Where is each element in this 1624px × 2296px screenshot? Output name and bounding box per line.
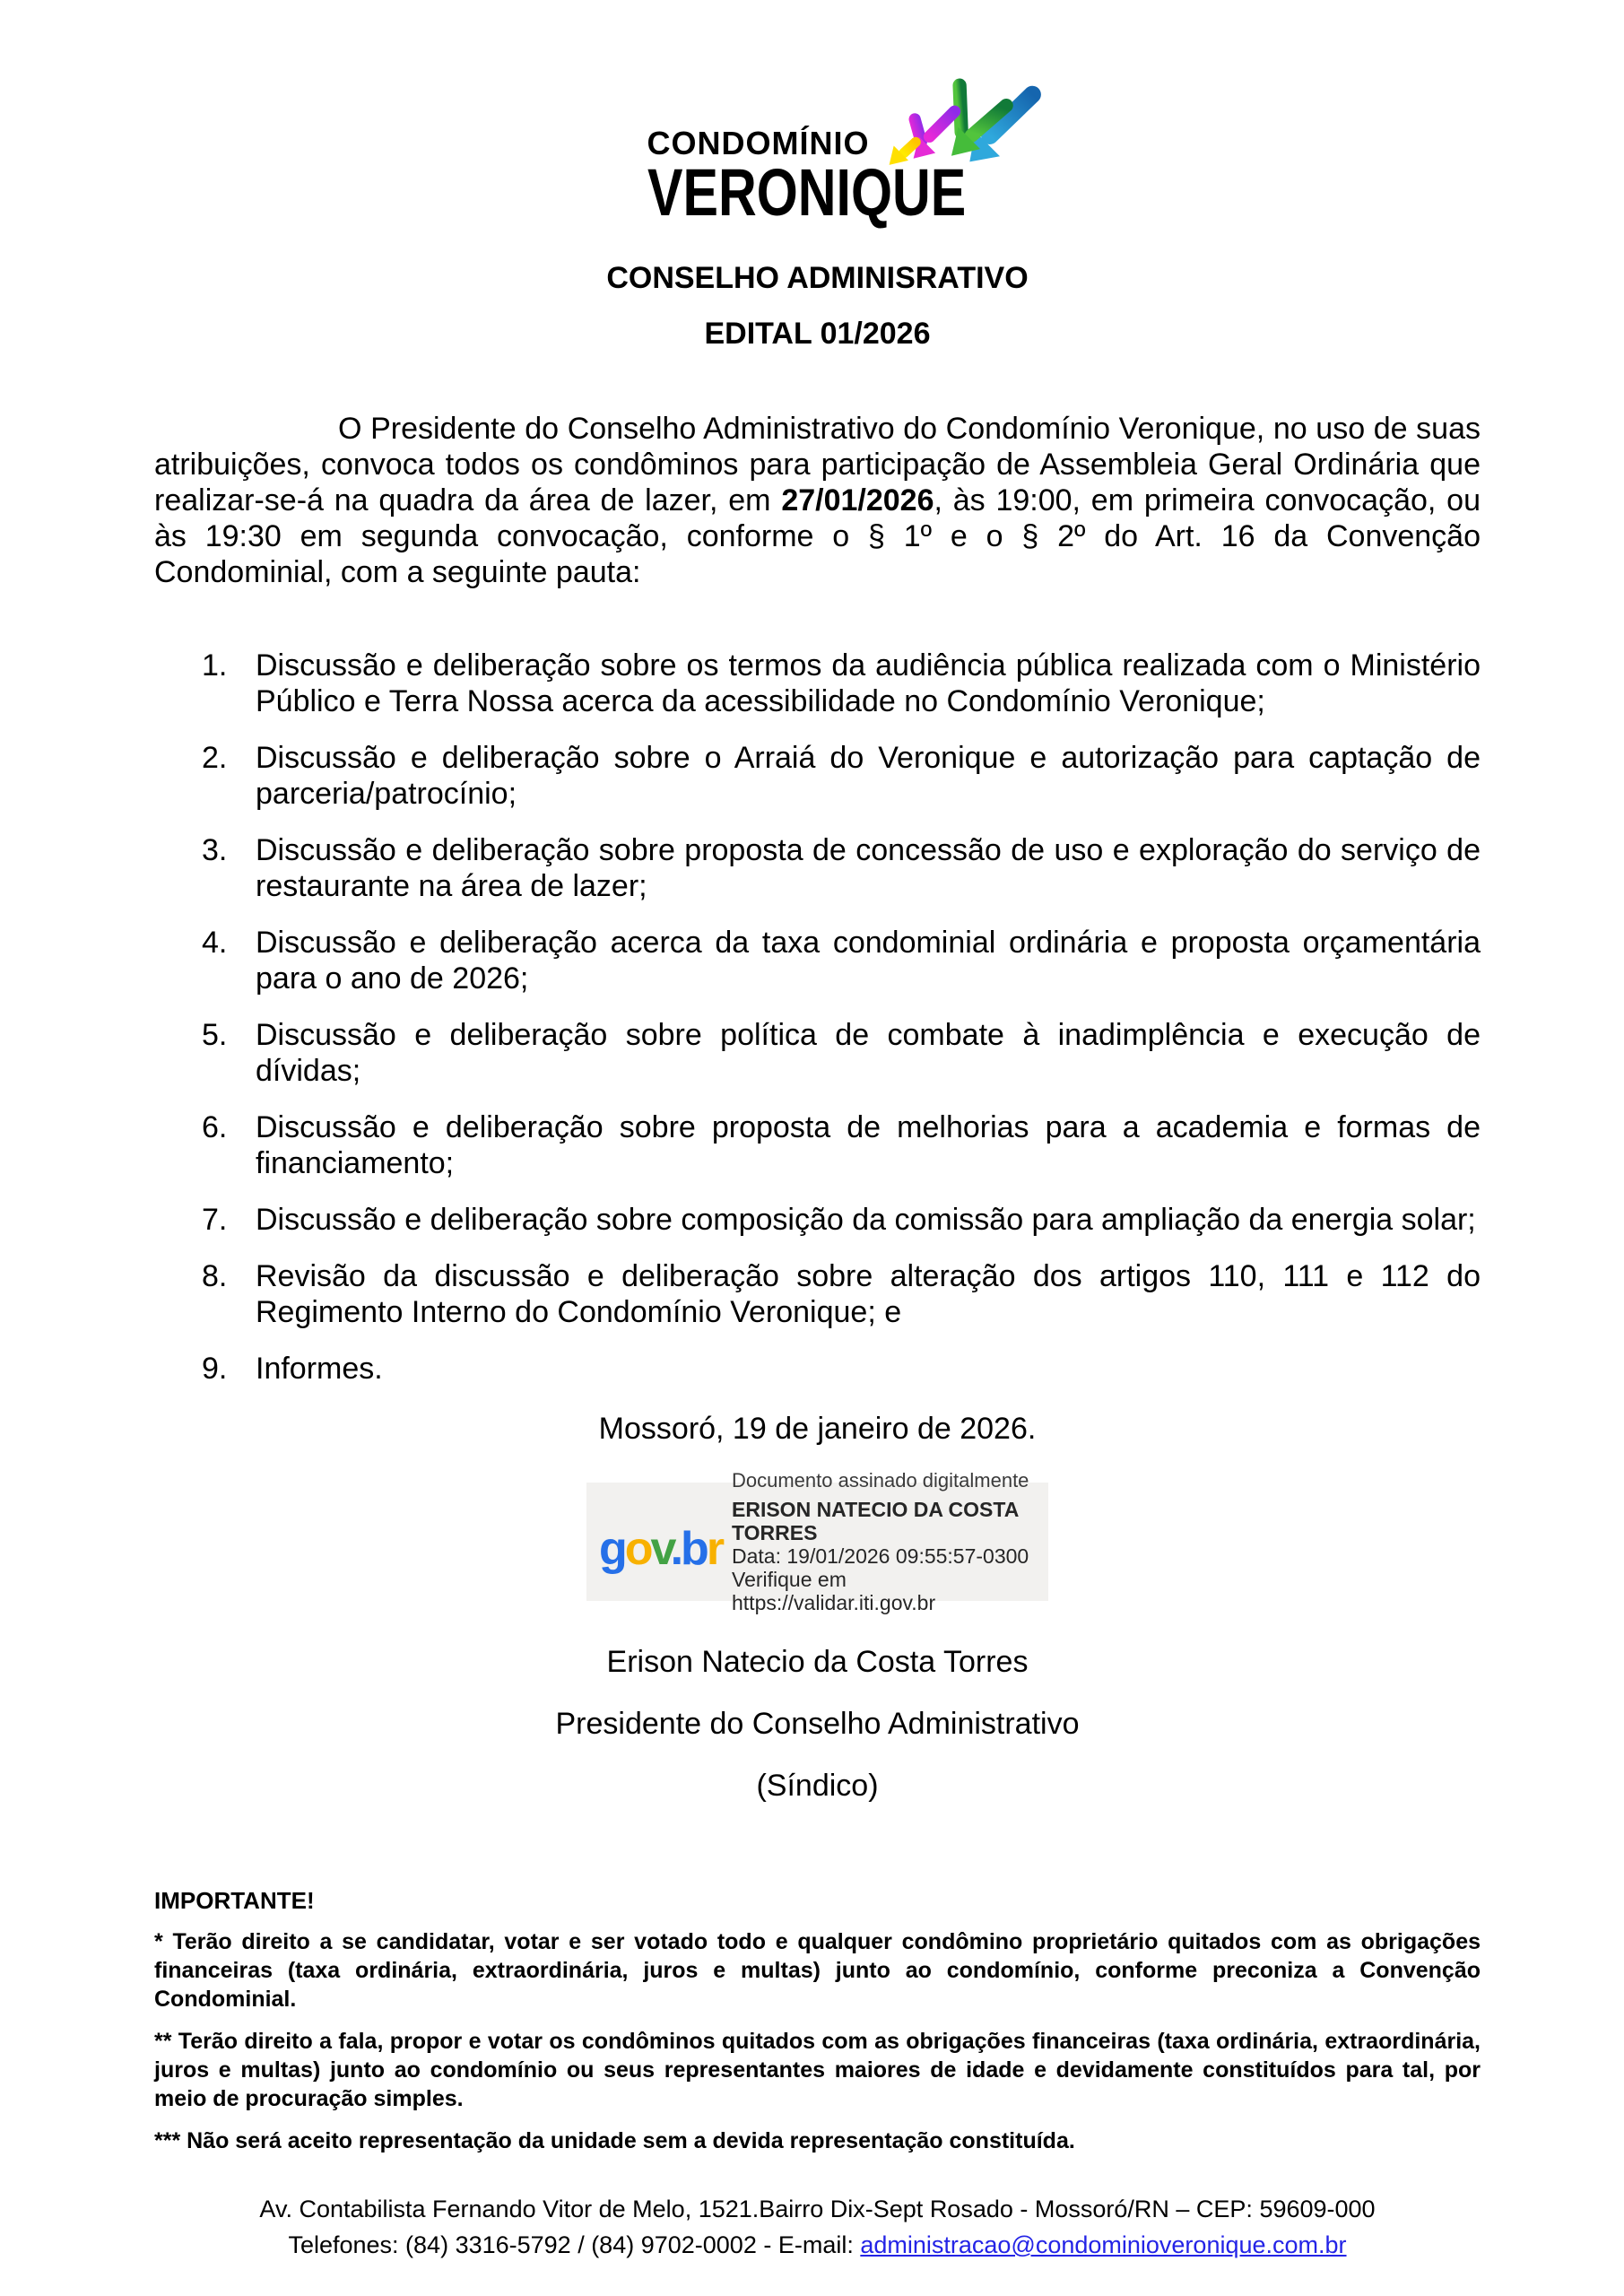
agenda-item-2	[154, 740, 1481, 812]
note-2: ** Terão direito a fala, propor e votar os condôminos quitados com as obrigações financeiras (taxa ordinária, extraordinária, juros e multas) junto ao condomínio ou seus representantes maiores de idade e devidamente constituídos para tal, por meio de procuração simples.	[154, 2029, 1481, 2111]
council-heading: CONSELHO ADMINISRATIVO	[606, 261, 1029, 295]
signer-block	[154, 1644, 1481, 1804]
agenda-item-text: Discussão e deliberação sobre composição da comissão para ampliação da energia solar;	[256, 1203, 1476, 1237]
intro-bold-date: 27/01/2026	[781, 483, 934, 517]
govbr-letter: .	[670, 1523, 682, 1575]
email-link[interactable]: administracao@condominioveronique.com.br	[860, 2231, 1347, 2258]
govbr-letter: b	[681, 1523, 707, 1575]
stamp-signed-digitally-label: Documento assinado digitalmente	[732, 1469, 1029, 1492]
notes-heading: IMPORTANTE!	[154, 1887, 315, 1914]
govbr-letter: v	[650, 1523, 671, 1575]
date-line: Mossoró, 19 de janeiro de 2026.	[598, 1412, 1037, 1446]
footer	[154, 2191, 1481, 2263]
intro-tail: , às 19:00, em primeira convocação, ou às 19:30 em segunda convocação, conforme o § 1º e o § 2º do Art. 16 da Convenção Condominial, com a seguinte pauta:	[154, 483, 1481, 589]
agenda-item-4	[154, 925, 1481, 996]
agenda-item-number: 1.	[202, 648, 228, 683]
logo-arrow-green	[960, 85, 961, 132]
agenda-item-text: Discussão e deliberação acerca da taxa condominial ordinária e proposta orçamentária para o ano de 2026;	[256, 926, 1481, 996]
agenda-item-text: Discussão e deliberação sobre proposta de melhorias para a academia e formas de financiamento;	[256, 1110, 1481, 1180]
govbr-letter: g	[599, 1523, 625, 1575]
agenda-item-number: 4.	[202, 926, 228, 960]
logo-condominio-text: CONDOMÍNIO	[647, 125, 870, 161]
agenda-item-number: 9.	[202, 1352, 228, 1386]
edital-heading: EDITAL 01/2026	[704, 317, 931, 351]
agenda-item-6	[154, 1109, 1481, 1181]
stamp-text-block	[726, 1469, 1036, 1614]
intro-paragraph	[154, 411, 1481, 590]
footer-address: Av. Contabilista Fernando Vitor de Melo, 1521.Bairro Dix-Sept Rosado - Mossoró/RN – CEP: 59609-000	[259, 2196, 1376, 2222]
agenda-item-number: 8.	[202, 1259, 228, 1293]
stamp-signer-name: ERISON NATECIO DA COSTA TORRES	[732, 1498, 1019, 1544]
agenda-item-number: 3.	[202, 833, 228, 867]
agenda-item-8	[154, 1258, 1481, 1330]
intro-lead: O Presidente do Conselho Administrativo do Condomínio Veronique, no uso de suas atribuições, convoca todos os condôminos para participação de Assembleia Geral Ordinária que realizar-se-á na quadra da área de lazer, em	[154, 412, 1481, 517]
agenda-list	[154, 648, 1481, 1387]
agenda-item-9	[154, 1351, 1481, 1387]
agenda-item-3	[154, 832, 1481, 904]
signer-name: Erison Natecio da Costa Torres	[606, 1645, 1029, 1679]
stamp-verify-url: Verifique em https://validar.iti.gov.br	[732, 1568, 936, 1614]
agenda-item-5	[154, 1017, 1481, 1089]
agenda-item-7	[154, 1202, 1481, 1238]
logo-veronique-text: VERONIQUE	[647, 155, 966, 230]
govbr-letter: o	[624, 1523, 651, 1575]
note-1: * Terão direito a se candidatar, votar e ser votado todo e qualquer condômino proprietário quitados com as obrigações financeiras (taxa ordinária, extraordinária, juros e multas) junto ao condomínio, conforme preconiza a Convenção Condominial.	[154, 1929, 1481, 2012]
agenda-item-text: Discussão e deliberação sobre política de combate à inadimplência e execução de dívidas;	[256, 1018, 1481, 1088]
agenda-item-text: Discussão e deliberação sobre proposta de concessão de uso e exploração do serviço de restaurante na área de lazer;	[256, 833, 1481, 903]
agenda-item-text: Informes.	[256, 1352, 383, 1386]
signer-title: (Síndico)	[756, 1769, 879, 1803]
note-3: *** Não será aceito representação da unidade sem a devida representação constituída.	[154, 2128, 1075, 2153]
agenda-item-1	[154, 648, 1481, 719]
agenda-item-number: 2.	[202, 741, 228, 775]
footer-contacts-label: Telefones: (84) 3316-5792 / (84) 9702-0002 - E-mail:	[288, 2231, 861, 2258]
agenda-item-number: 5.	[202, 1018, 228, 1052]
govbr-letter: r	[706, 1523, 723, 1575]
condominio-veronique-logo	[647, 79, 1033, 230]
stamp-signature-date: Data: 19/01/2026 09:55:57-0300	[732, 1544, 1029, 1568]
logo-arrow-magenta	[929, 111, 954, 136]
footer-contacts	[154, 2227, 1481, 2263]
agenda-item-number: 6.	[202, 1110, 228, 1144]
agenda-item-number: 7.	[202, 1203, 228, 1237]
logo-arrow-yellow	[903, 142, 915, 152]
agenda-item-text: Discussão e deliberação sobre os termos da audiência pública realizada com o Ministério Público e Terra Nossa acerca da acessibilidade no Condomínio Veronique;	[256, 648, 1481, 718]
important-notes	[154, 1886, 1481, 2155]
govbr-logo	[599, 1523, 726, 1575]
signature-stamp	[586, 1469, 1048, 1614]
signer-role: Presidente do Conselho Administrativo	[555, 1707, 1080, 1741]
agenda-item-text: Discussão e deliberação sobre o Arraiá do Veronique e autorização para captação de parceria/patrocínio;	[256, 741, 1481, 811]
agenda-item-text: Revisão da discussão e deliberação sobre alteração dos artigos 110, 111 e 112 do Regimento Interno do Condomínio Veronique; e	[256, 1259, 1481, 1329]
